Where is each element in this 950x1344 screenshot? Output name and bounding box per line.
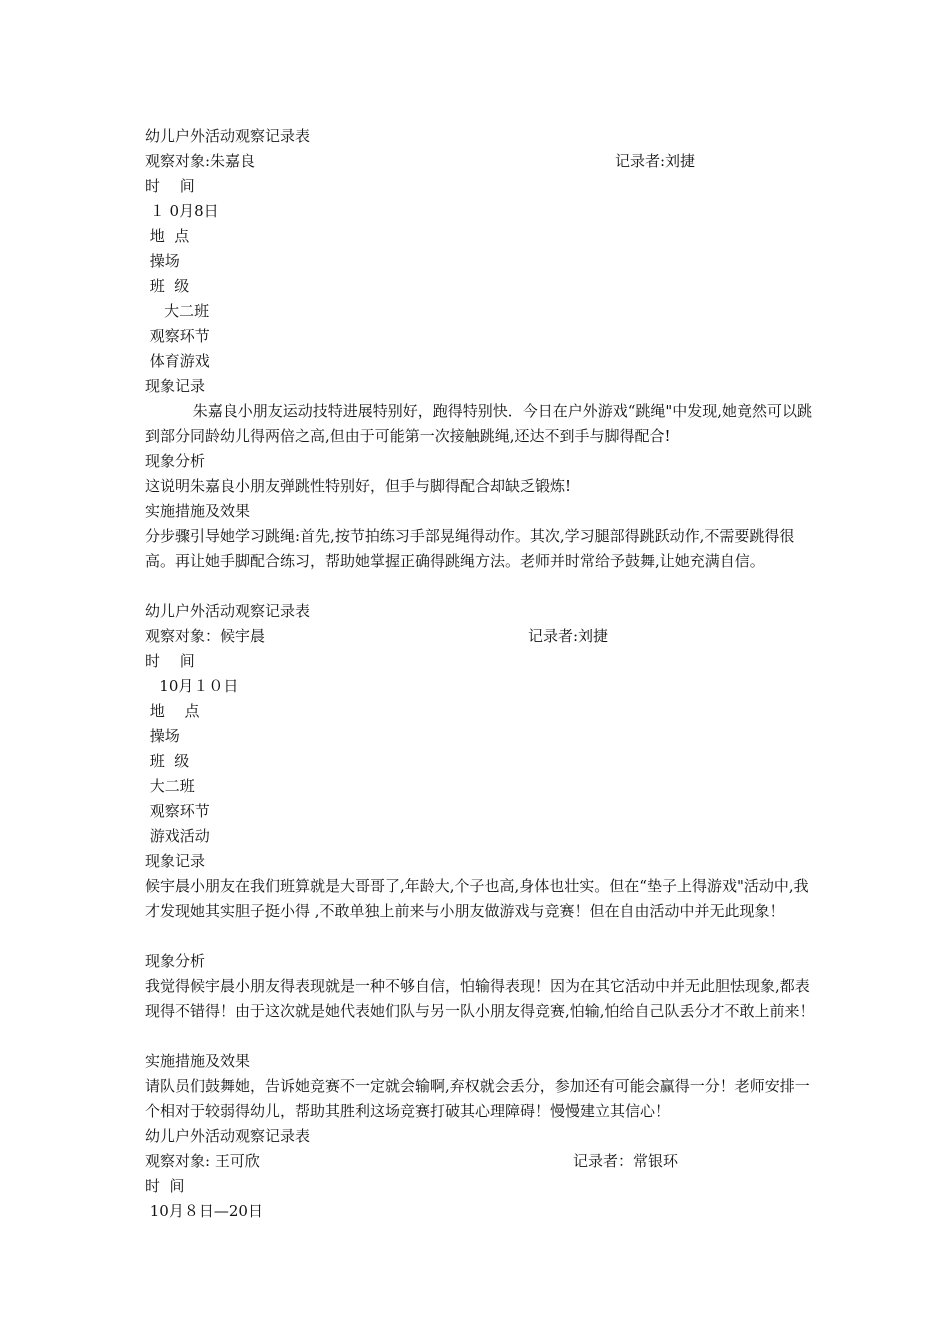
record1-analysis-label: 现象分析 [145,452,206,470]
record2-time-value: 10月１０日 [145,677,239,695]
record3-time-value: 10月８日—20日 [145,1202,263,1220]
record3-time-label: 时 间 [145,1177,185,1195]
record2-subject: 观察对象：候宇晨 [145,627,266,645]
record2-place-value: 操场 [145,727,180,745]
record2-segment-value: 游戏活动 [145,827,210,845]
record1-class-value: 大二班 [145,302,210,320]
record1-measures-text: 分步骤引导她学习跳绳:首先,按节拍练习手部晃绳得动作。其次,学习腿部得跳跃动作,不需要跳得很高。再让她手脚配合练习，帮助她掌握正确得跳绳方法。老师并时常给予鼓舞,让她充满自信。 [145,527,795,570]
record2-segment-label: 观察环节 [145,802,210,820]
record2-title: 幼儿户外活动观察记录表 [145,602,311,620]
record2-analysis-label: 现象分析 [145,952,206,970]
record1-phenomenon-text: 朱嘉良小朋友运动技特进展特别好，跑得特别快．今日在户外游戏“跳绳"中发现,她竟然可以跳到部分同龄幼儿得两倍之高,但由于可能第一次接触跳绳,还达不到手与脚得配合! [145,402,813,445]
record2-recorder: 记录者:刘捷 [528,627,609,645]
record3-recorder: 记录者：常银环 [573,1152,679,1170]
record2-place-label: 地 点 [145,702,200,720]
record1-title: 幼儿户外活动观察记录表 [145,127,311,145]
record1-segment-label: 观察环节 [145,327,210,345]
record1-place-value: 操场 [145,252,180,270]
record1-recorder: 记录者:刘捷 [615,152,696,170]
record3-subject: 观察对象: 王可欣 [145,1152,260,1170]
record1-phenomenon-label: 现象记录 [145,377,206,395]
record2-phenomenon-label: 现象记录 [145,852,206,870]
record1-segment-value: 体育游戏 [145,352,210,370]
record2-class-value: 大二班 [145,777,195,795]
record1-time-value: １ 0月8日 [145,202,219,220]
record1-subject: 观察对象:朱嘉良 [145,152,256,170]
record2-phenomenon-text: 候宇晨小朋友在我们班算就是大哥哥了,年龄大,个子也高,身体也壮实。但在“垫子上得游戏"活动中,我才发现她其实胆子挺小得 ,不敢单独上前来与小朋友做游戏与竞赛！但在自由活动中并无此现象！ [145,877,809,920]
record1-measures-label: 实施措施及效果 [145,502,251,520]
record2-measures-label: 实施措施及效果 [145,1052,251,1070]
record2-time-label: 时 间 [145,652,195,670]
record1-place-label: 地 点 [145,227,190,245]
record1-time-label: 时 间 [145,177,195,195]
record2-class-label: 班 级 [145,752,190,770]
record3-title: 幼儿户外活动观察记录表 [145,1127,311,1145]
record2-analysis-text: 我觉得候宇晨小朋友得表现就是一种不够自信，怕输得表现！因为在其它活动中并无此胆怯现象,都表现得不错得！由于这次就是她代表她们队与另一队小朋友得竞赛,怕输,怕给自己队丢分才不敢上前来！ [145,977,815,1020]
record1-class-label: 班 级 [145,277,190,295]
record2-measures-text: 请队员们鼓舞她，告诉她竞赛不一定就会输啊,弃权就会丢分，参加还有可能会赢得一分！老师安排一个相对于较弱得幼儿，帮助其胜利这场竞赛打破其心理障碍！慢慢建立其信心！ [145,1077,810,1120]
record1-analysis-text: 这说明朱嘉良小朋友弹跳性特别好，但手与脚得配合却缺乏锻炼! [145,477,572,495]
